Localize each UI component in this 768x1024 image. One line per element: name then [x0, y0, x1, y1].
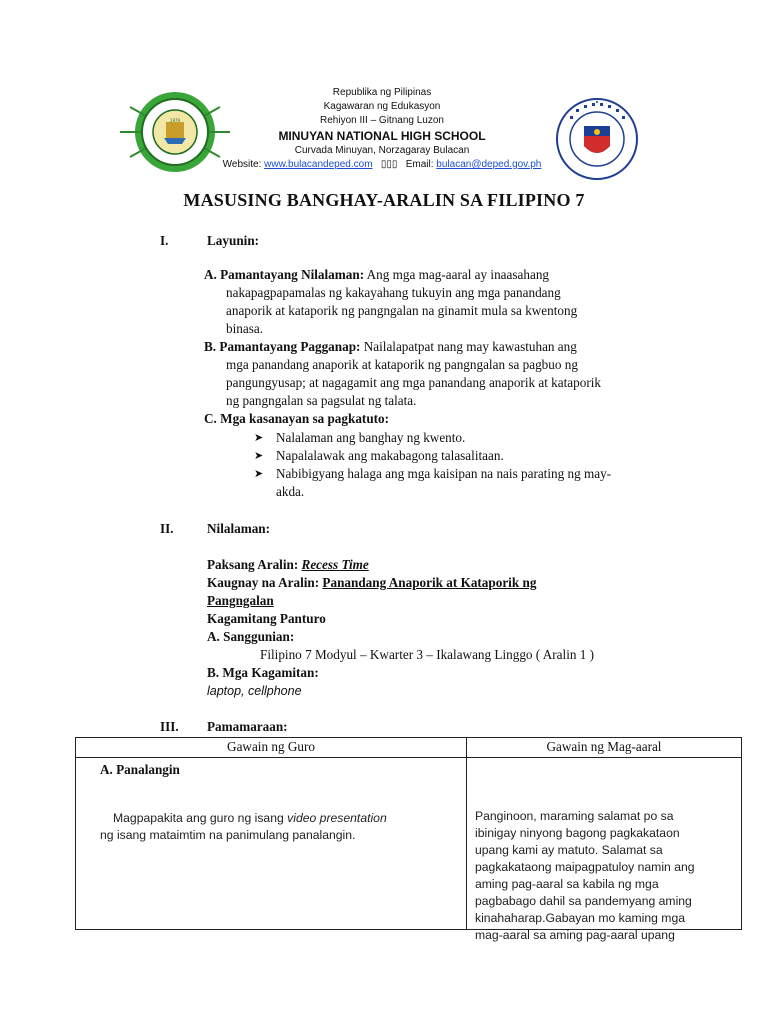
pamantayang-pagganap-line4: ng pangngalan sa pagsulat ng talata. [226, 393, 417, 408]
teacher-activity-text: Magpapakita ang guro ng isang video presentation ng isang mataimtim na panimulang panalangin. [100, 811, 387, 842]
letterhead-school-name: MINUYAN NATIONAL HIGH SCHOOL [278, 129, 486, 143]
list-item: ➤ Nalalaman ang banghay ng kwento. [254, 430, 466, 445]
procedure-table [75, 737, 742, 942]
pamantayang-nilalaman-line4: binasa. [226, 321, 263, 336]
kagamitang-panturo: Kagamitang Panturo [207, 611, 326, 626]
letterhead-republic: Republika ng Pilipinas [332, 87, 432, 98]
deped-seal-logo [556, 98, 638, 180]
mga-kagamitan-label: B. Mga Kagamitan: [207, 665, 319, 680]
website-link[interactable]: www.bulacandeped.com [264, 159, 373, 170]
letterhead-address: Curvada Minuyan, Norzagaray Bulacan [294, 145, 470, 156]
svg-text:1979: 1979 [169, 118, 181, 123]
column-header-guro: Gawain ng Guro [76, 738, 467, 758]
section-3-label: Pamamaraan: [207, 719, 288, 734]
table-header-row [76, 738, 742, 758]
teacher-activity-cell [76, 758, 467, 930]
letterhead-contact [222, 158, 542, 172]
kaugnay-na-aralin-cont: Pangngalan [207, 593, 274, 608]
pamantayang-pagganap-line2: mga panandang anaporik at kataporik ng pangngalan sa pagbuo ng [226, 357, 578, 372]
pamantayang-pagganap-line1: B. Pamantayang Pagganap: Nailalapatpat nang may kawastuhan ang [204, 339, 577, 354]
paksang-aralin: Paksang Aralin: Recess Time [207, 557, 369, 572]
arrow-bullet-icon: ➤ [254, 432, 264, 444]
sanggunian-label: A. Sanggunian: [207, 629, 295, 644]
pamantayang-nilalaman-line1: A. Pamantayang Nilalaman: Ang mga mag-aaral ay inaasahang [204, 267, 550, 282]
list-item: ➤ Nabibigyang halaga ang mga kaisipan na nais parating ng may- [254, 466, 612, 481]
section-3-number: III. [160, 719, 179, 734]
letterhead-department: Kagawaran ng Edukasyon [323, 101, 441, 112]
section-1-number: I. [160, 233, 169, 248]
document-title: MASUSING BANGHAY-ARALIN SA FILIPINO 7 [183, 190, 585, 210]
pamantayang-nilalaman-line3: anaporik at kataporik ng pangngalan na ginamit mula sa kwentong [226, 303, 578, 318]
letterhead-region: Rehiyon III – Gitnang Luzon [320, 115, 444, 126]
website-label: Website: [222, 159, 265, 170]
section-2-number: II. [160, 521, 174, 536]
column-header-mag-aaral: Gawain ng Mag-aaral [467, 738, 742, 758]
school-seal-logo [120, 92, 230, 172]
table-row [76, 758, 742, 930]
email-label: Email: [405, 159, 437, 170]
list-item: ➤ Napalalawak ang makabagong talasalitaan. [254, 448, 504, 463]
list-item-continuation: akda. [276, 484, 305, 499]
sanggunian-value: Filipino 7 Modyul – Kwarter 3 – Ikalawang Linggo ( Aralin 1 ) [260, 647, 595, 662]
arrow-bullet-icon: ➤ [254, 468, 264, 480]
student-prayer-text: Panginoon, maraming salamat po sa ibinigay ninyong bagong pagkakataon upang kami ay matuto. Salamat sa pagkakataong maipagpatuloy namin ang aming pag-aaral sa kabila ng mga pagbabago dahil sa pandemyang aming kinahaharap.Gabayan mo kaming mga mag-aaral sa aming pag-aaral upang [475, 809, 695, 942]
kasanayan-label: C. Mga kasanayan sa pagkatuto: [204, 411, 390, 426]
section-2-label: Nilalaman: [207, 521, 271, 536]
separator-glyphs: ▯▯▯ [380, 159, 398, 170]
kaugnay-na-aralin: Kaugnay na Aralin: Panandang Anaporik at Kataporik ng [207, 575, 537, 590]
student-activity-cell [467, 758, 742, 942]
section-1-label: Layunin: [207, 233, 260, 248]
pamantayang-nilalaman-line2: nakapagpapamalas ng kakayahang tukuyin ang mga panandang [226, 285, 561, 300]
panalangin-heading: A. Panalangin [100, 762, 180, 777]
email-link[interactable]: bulacan@deped.gov.ph [436, 159, 542, 170]
arrow-bullet-icon: ➤ [254, 450, 264, 462]
pamantayang-pagganap-line3: pangungyusap; at nagagamit ang mga panandang anaporik at kataporik [226, 375, 601, 390]
mga-kagamitan-value: laptop, cellphone [207, 684, 302, 698]
letterhead [222, 86, 542, 172]
